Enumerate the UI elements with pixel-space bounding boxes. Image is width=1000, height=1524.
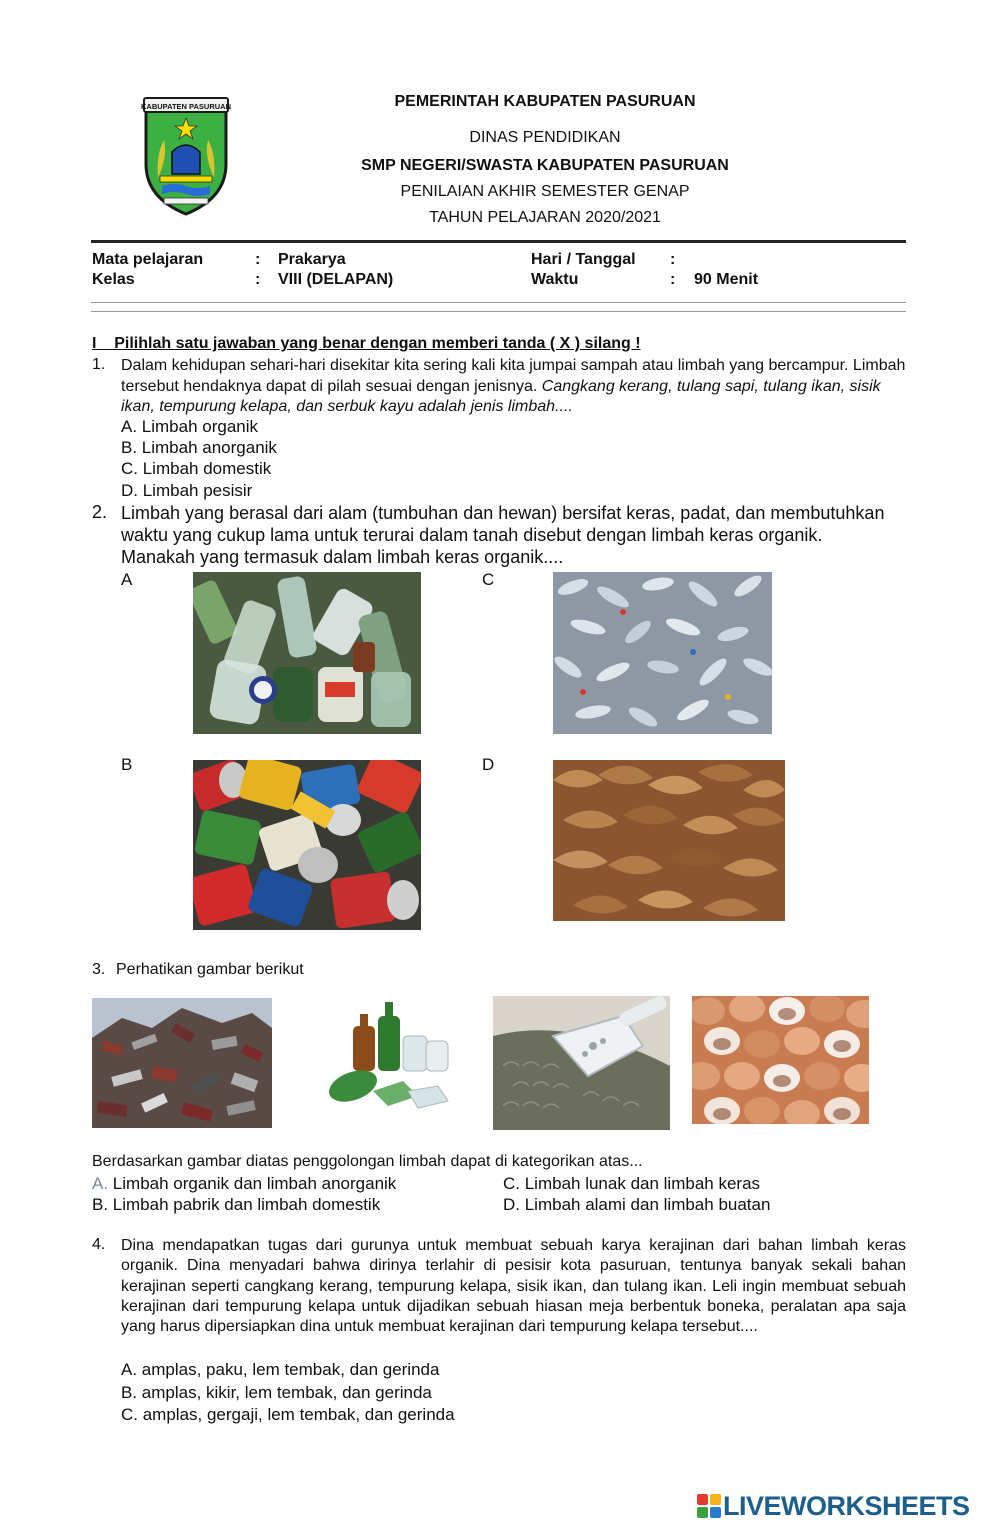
liveworksheets-logo-icon	[697, 1494, 721, 1518]
q3-number: 3.	[92, 961, 106, 978]
subject-colon: :	[255, 251, 261, 268]
scrap-metal-photo	[92, 998, 272, 1128]
time-value: 90 Menit	[694, 271, 759, 288]
q2-label-b[interactable]: B	[121, 755, 133, 774]
q1-option-b[interactable]: B. Limbah anorganik	[121, 438, 277, 457]
q3-text: Perhatikan gambar berikut	[116, 961, 304, 978]
header-school: SMP NEGERI/SWASTA KABUPATEN PASURUAN	[361, 157, 729, 174]
q4-number: 4.	[92, 1236, 106, 1253]
broken-glass-photo	[308, 996, 464, 1118]
liveworksheets-wordmark: LIVEWORKSHEETS	[723, 1491, 970, 1521]
header-top-rule	[91, 240, 906, 243]
q1-text	[121, 356, 911, 418]
glass-bottles-photo[interactable]	[193, 572, 421, 734]
q4-text: Dina mendapatkan tugas dari gurunya untuk membuat sebuah karya kerajinan dari bahan limbah keras organik. Dina menyadari bahwa dirinya terlahir di pesisir kota pasuruan, tentunya banyak sekali bahan kerajinan seperti cangkang kerang, tempurung kelapa, sisik ikan, dan tulang ikan. Leli ingin membuat sebuah kerajinan dari tempurung kelapa untuk dijadikan sebuah hiasan meja berbentuk boneka, peralatan apa saja yang harus dipersiapkan dina untuk membuat kerajinan dari tempurung kelapa tersebut....	[121, 1237, 906, 1336]
q1-option-d[interactable]: D. Limbah pesisir	[121, 481, 253, 500]
coconut-shells-photo[interactable]	[553, 760, 785, 921]
info-rule-1	[91, 302, 906, 303]
q2-number: 2.	[92, 502, 108, 522]
q3-option-a[interactable]	[92, 1174, 396, 1194]
q4-option-b[interactable]: B. amplas, kikir, lem tembak, dan gerinda	[121, 1383, 432, 1402]
header-government: PEMERINTAH KABUPATEN PASURUAN	[394, 93, 696, 110]
logo-banner-text: KABUPATEN PASURUAN	[141, 102, 231, 111]
fish-scaling-photo	[493, 996, 670, 1130]
header-department: DINAS PENDIDIKAN	[469, 129, 621, 146]
q3-caption: Berdasarkan gambar diatas penggolongan limbah dapat di kategorikan atas...	[92, 1153, 643, 1170]
q3-option-b[interactable]: B. Limbah pabrik dan limbah domestik	[92, 1195, 381, 1214]
subject-value: Prakarya	[278, 251, 346, 268]
class-value: VIII (DELAPAN)	[278, 271, 394, 288]
subject-label: Mata pelajaran	[92, 251, 204, 268]
section-instruction: I Pilihlah satu jawaban yang benar dengan memberi tanda ( X ) silang !	[92, 335, 641, 352]
q4-option-a[interactable]: A. amplas, paku, lem tembak, dan gerinda	[121, 1360, 440, 1379]
class-label: Kelas	[92, 271, 135, 288]
q1-option-a[interactable]: A. Limbah organik	[121, 417, 259, 436]
liveworksheets-brand[interactable]	[697, 1490, 997, 1522]
q3-option-a-letter: A.	[92, 1174, 109, 1193]
q2-label-c[interactable]: C	[482, 570, 495, 589]
class-colon: :	[255, 271, 261, 288]
time-colon: :	[670, 271, 676, 288]
header-exam: PENILAIAN AKHIR SEMESTER GENAP	[400, 183, 690, 200]
q1-number: 1.	[92, 356, 106, 373]
day-label: Hari / Tanggal	[531, 251, 636, 268]
q3-option-c[interactable]: C. Limbah lunak dan limbah keras	[503, 1174, 761, 1193]
q3-option-a-text: Limbah organik dan limbah anorganik	[112, 1174, 397, 1193]
q2-label-d[interactable]: D	[482, 755, 495, 774]
q1-option-c[interactable]: C. Limbah domestik	[121, 459, 272, 478]
tin-cans-photo[interactable]	[193, 760, 421, 930]
q1-text-plain: Dalam kehidupan sehari-hari disekitar kita sering kali kita jumpai sampah atau limbah yang bercampur. Limbah tersebut hendaknya dapat di pilah sesuai dengan jenisnya.	[121, 357, 906, 395]
header-year: TAHUN PELAJARAN 2020/2021	[429, 209, 661, 226]
q2-text: Limbah yang berasal dari alam (tumbuhan dan hewan) bersifat keras, padat, dan membutuhkan waktu yang cukup lama untuk terurai dalam tanah disebut dengan limbah keras organik. Manakah yang termasuk dalam limbah keras organik....	[121, 503, 885, 567]
time-label: Waktu	[531, 271, 579, 288]
info-rule-2	[91, 311, 906, 312]
q4-option-c[interactable]: C. amplas, gergaji, lem tembak, dan gerinda	[121, 1405, 455, 1424]
day-colon: :	[670, 251, 676, 268]
q3-option-d[interactable]: D. Limbah alami dan limbah buatan	[503, 1195, 771, 1214]
egg-shells-photo	[692, 996, 869, 1124]
plastic-bottles-photo[interactable]	[553, 572, 772, 734]
q1-text-italic: Cangkang kerang, tulang sapi, tulang ikan, sisik ikan, tempurung kelapa, dan serbuk kayu adalah jenis limbah....	[121, 377, 881, 415]
q2-label-a[interactable]: A	[121, 570, 133, 589]
